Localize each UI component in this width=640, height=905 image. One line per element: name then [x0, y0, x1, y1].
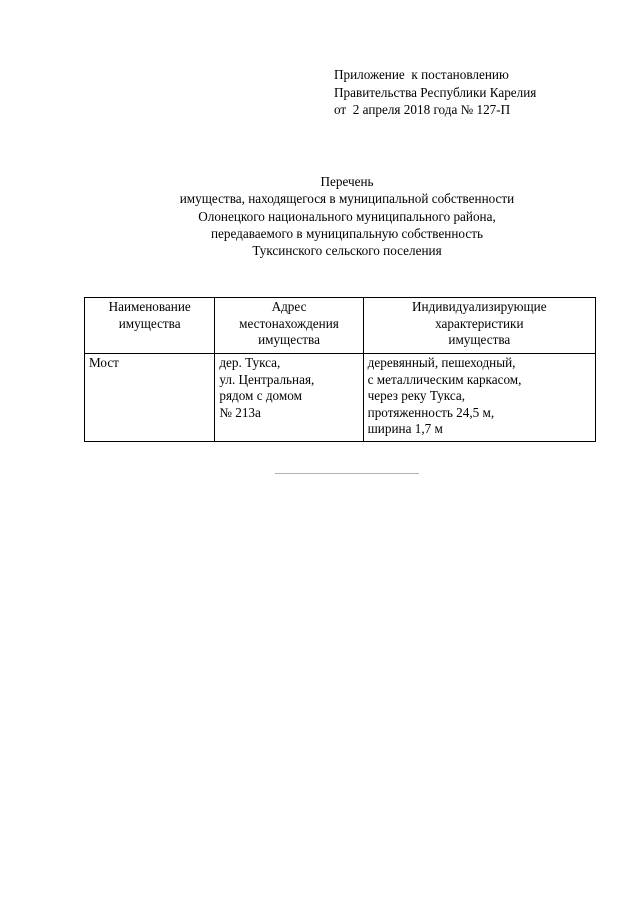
- header-property-name: [85, 298, 215, 354]
- cell-text: дер. Тукса,: [219, 355, 281, 370]
- appendix-line: Приложение к постановлению: [334, 67, 509, 82]
- table-header-row: [85, 298, 596, 354]
- header-text: характеристики: [435, 315, 524, 331]
- cell-text: через реку Тукса,: [367, 388, 466, 403]
- header-text: Адрес: [271, 299, 307, 314]
- header-text: имущества: [258, 332, 320, 347]
- cell-address: [215, 354, 363, 442]
- document-title: [0, 173, 640, 259]
- cell-text: рядом с домом: [219, 388, 302, 403]
- table-row: [85, 354, 596, 442]
- header-text: Наименование: [108, 299, 191, 314]
- title-line: Туксинского сельского поселения: [252, 243, 442, 259]
- title-line: имущества, находящегося в муниципальной собственности: [179, 191, 515, 207]
- appendix-line: Правительства Республики Карелия: [334, 84, 537, 100]
- cell-text: с металлическим каркасом,: [367, 371, 522, 387]
- header-text: имущества: [118, 315, 181, 331]
- cell-text: ул. Центральная,: [219, 371, 315, 387]
- cell-text: Мост: [89, 355, 119, 370]
- title-line: передаваемого в муниципальную собственность: [211, 225, 483, 241]
- cell-text: деревянный, пешеходный,: [367, 355, 516, 370]
- header-text: имущества: [448, 332, 511, 347]
- cell-characteristics: [363, 354, 595, 442]
- cell-text: № 213а: [219, 404, 261, 420]
- property-table: [84, 297, 596, 442]
- cell-property-name: [85, 354, 215, 442]
- header-text: местонахождения: [239, 315, 339, 331]
- header-text: Индивидуализирующие: [412, 299, 547, 314]
- end-divider-line: [275, 473, 419, 474]
- appendix-line: от 2 апреля 2018 года № 127-П: [334, 102, 511, 117]
- title-line: Перечень: [320, 174, 374, 189]
- cell-text: ширина 1,7 м: [367, 421, 443, 436]
- appendix-header: [334, 66, 536, 119]
- header-characteristics: [363, 298, 595, 354]
- cell-text: протяженность 24,5 м,: [367, 404, 495, 420]
- header-address: [215, 298, 363, 354]
- title-line: Олонецкого национального муниципального района,: [198, 208, 496, 224]
